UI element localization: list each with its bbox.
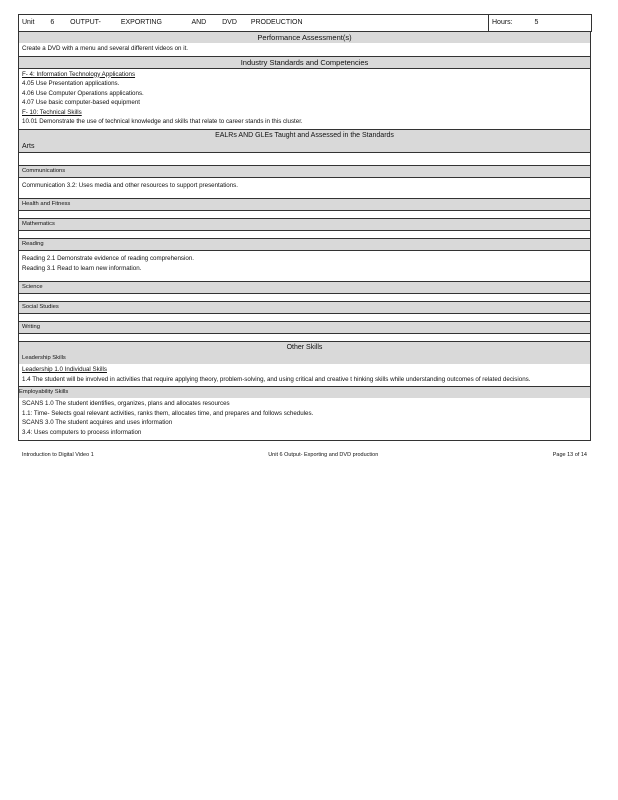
industry-line: 4.07 Use basic computer-based equipment: [22, 99, 140, 106]
other-heading: Other Skills: [286, 344, 323, 351]
employability-list: [19, 398, 590, 440]
unit-table: [18, 14, 592, 32]
industry-list: [19, 68, 590, 129]
leadership-title: Leadership Skills: [22, 355, 66, 361]
leadership-sub: Leadership 1.0 Individual Skills: [22, 366, 107, 373]
section-title-communications: Communications: [19, 165, 590, 177]
hours-label: Hours:: [492, 19, 513, 26]
section-body: [19, 152, 590, 165]
section-body: [19, 177, 590, 199]
industry-line: F- 10: Technical Skills: [22, 108, 82, 116]
section-body: [19, 210, 590, 218]
section-title-science: Science: [19, 281, 590, 293]
ealrs-heading-row: [19, 129, 590, 152]
section-line: Reading 2.1 Demonstrate evidence of reading comprehension.: [22, 255, 194, 262]
unit-title-word: OUTPUT-: [70, 19, 101, 26]
leadership-block: [19, 364, 590, 386]
industry-line: 4.05 Use Presentation applications.: [22, 80, 120, 87]
unit-title-word: DVD: [222, 19, 237, 26]
employability-line: SCANS 1.0 The student identifies, organizes, plans and allocates resources: [22, 400, 230, 407]
unit-number: 6: [50, 19, 55, 26]
ealrs-sections: [19, 152, 590, 342]
section-body: [19, 293, 590, 301]
page-footer: [22, 452, 587, 458]
section-title-reading: Reading: [19, 238, 590, 250]
hours-value: 5: [534, 19, 539, 26]
section-body: [19, 250, 590, 281]
section-title-mathematics: Mathematics: [19, 218, 590, 230]
footer-center: Unit 6 Output- Exporting and DVD production: [268, 452, 379, 458]
employability-line: 3.4: Uses computers to process information: [22, 428, 142, 436]
section-body: [19, 313, 590, 321]
section-title-writing: Writing: [19, 321, 590, 333]
document-page: [18, 14, 591, 441]
section-title-arts: Arts: [22, 142, 35, 150]
performance-heading: Performance Assessment(s): [19, 32, 590, 43]
industry-line: 4.06 Use Computer Operations applications.: [22, 89, 144, 97]
content-box: [18, 32, 591, 441]
performance-text: Create a DVD with a menu and several different videos on it.: [22, 45, 189, 52]
footer-right: Page 13 of 14: [552, 452, 587, 458]
section-line: Reading 3.1 Read to learn new information.: [22, 264, 142, 272]
leadership-text: 1.4 The student will be involved in activities that require applying theory, problem-solving, and using critical and creative t hinking skills while understanding outcomes of related decisions.: [22, 375, 531, 383]
unit-title-word: EXPORTING: [120, 19, 162, 26]
ealrs-heading: EALRs AND GLEs Taught and Assessed in the Standards: [215, 131, 394, 139]
unit-title-cell: [19, 15, 489, 32]
section-body: [19, 333, 590, 341]
employability-line: SCANS 3.0 The student acquires and uses information: [22, 419, 173, 426]
other-heading-row: [19, 341, 590, 364]
section-title-health-and-fitness: Health and Fitness: [19, 198, 590, 210]
industry-heading: Industry Standards and Competencies: [19, 56, 590, 68]
unit-title-word: PRODEUCTION: [250, 19, 303, 26]
employability-line: 1.1: Time- Selects goal relevant activities, ranks them, allocates time, and prepares and follows schedules.: [22, 409, 314, 417]
section-body: [19, 230, 590, 238]
hours-cell: [489, 15, 592, 32]
employability-title: Employability Skills: [19, 386, 590, 398]
industry-line: 10.01 Demonstrate the use of technical knowledge and skills that relate to career stands in this cluster.: [22, 118, 303, 125]
section-line: Communication 3.2: Uses media and other resources to support presentations.: [22, 181, 238, 189]
section-title-social-studies: Social Studies: [19, 301, 590, 313]
unit-label: Unit: [22, 19, 35, 26]
industry-line: F- 4: Information Technology Applications: [22, 70, 136, 78]
footer-left: Introduction to Digital Video 1: [22, 452, 94, 458]
unit-title-word: AND: [191, 19, 207, 26]
